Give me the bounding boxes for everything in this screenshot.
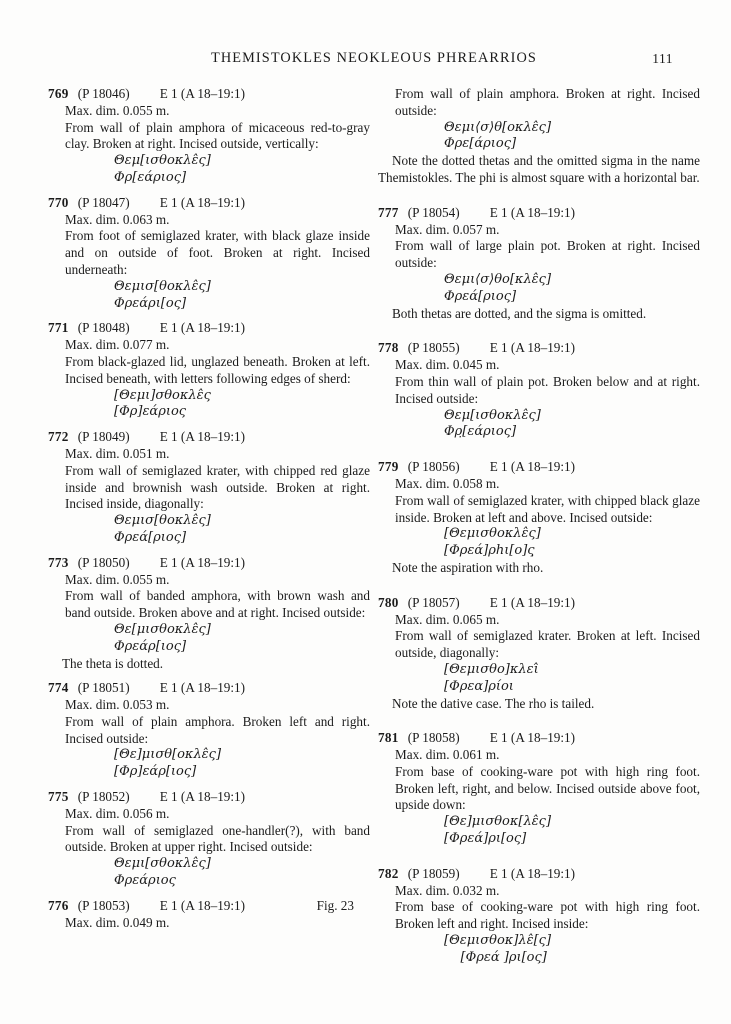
greek-inscription [114,856,370,890]
entry-heading [378,340,700,357]
greek-line: Φρεά[ριος] [114,529,187,545]
max-dim-line: Max. dim. 0.045 m. [395,357,500,373]
entry-heading [48,555,370,572]
greek-line: Θεμ[ισθοκλε̂ς] [444,407,541,423]
description-paragraph: From foot of semiglazed krater, with black glaze inside and on outside of foot. Broken at right. Incised underneath: [65,228,370,277]
deposit-ref: E 1 (A 18–19:1) [489,204,576,220]
greek-inscription [114,513,370,547]
greek-inscription [114,388,370,422]
page-number: 111 [652,51,673,66]
entry-heading [48,86,370,103]
entry-heading [378,595,700,612]
commentary-note: Note the aspiration with rho. [392,559,544,575]
description-paragraph: From wall of plain amphora of micaceous red-to-gray clay. Broken at right. Incised outside, vertically: [65,119,370,152]
max-dim-line: Max. dim. 0.049 m. [65,914,170,930]
greek-line: Φρ̣[εάριος] [444,424,517,440]
description-paragraph: From base of cooking-ware pot with high ring foot. Broken left and right. Incised inside: [395,899,700,932]
entry-number: 776 [48,897,69,913]
greek-line: Φρε[άριος] [444,136,517,152]
entry-number: 770 [48,194,69,210]
greek-line: [Θε]μισθ[οκλε̂ς] [114,747,222,763]
description-paragraph: From wall of banded amphora, with brown wash and band outside. Broken above and at right. Incised outside: [65,588,370,621]
max-dim-line: Max. dim. 0.053 m. [65,697,170,713]
entry-heading [48,680,370,697]
greek-line: [Θεμισθοκ]λε̂[ς] [444,933,552,949]
max-dim-line: Max. dim. 0.056 m. [65,805,170,821]
entry-number: 775 [48,789,69,805]
deposit-ref: E 1 (A 18–19:1) [159,680,246,696]
deposit-ref: E 1 (A 18–19:1) [159,194,246,210]
entry-heading [378,459,700,476]
inventory-number: (P 18051) [77,680,130,696]
greek-line: [Φρ]εάριος [114,404,187,420]
greek-line: Θεμι[σθοκλε̂ς] [114,856,211,872]
greek-line: [Θεμισθο]κλει̂ [444,661,539,677]
description-paragraph: From wall of large plain pot. Broken at right. Incised outside: [395,238,700,271]
description-paragraph: From wall of semiglazed one-handler(?), with band outside. Broken at upper right. Incised outside: [65,822,370,855]
inventory-number: (P 18055) [407,340,460,356]
max-dim-line: Max. dim. 0.032 m. [395,882,500,898]
greek-line: [Φρεά ]ρι[ος] [444,949,547,965]
max-dim-line: Max. dim. 0.057 m. [395,221,500,237]
greek-inscription [444,272,700,306]
deposit-ref: E 1 (A 18–19:1) [159,897,246,913]
deposit-ref: E 1 (A 18–19:1) [489,459,576,475]
column-left [48,86,370,967]
inventory-number: (P 18052) [77,789,130,805]
entry-number: 779 [378,459,399,475]
deposit-ref: E 1 (A 18–19:1) [159,789,246,805]
column-right [378,86,700,967]
inventory-number: (P 18057) [407,594,460,610]
description-paragraph: From wall of semiglazed krater. Broken at left. Incised outside, diagonally: [395,628,700,661]
entry-number: 772 [48,429,69,445]
figure-ref: Fig. 23 [316,897,354,913]
entry-number: 782 [378,865,399,881]
greek-line: Θεμισ[θοκλε̂ς] [114,513,211,529]
entry-number: 777 [378,204,399,220]
max-dim-line: Max. dim. 0.055 m. [65,571,170,587]
greek-inscription [444,933,700,967]
entry-number: 780 [378,594,399,610]
description-paragraph: From wall of semiglazed krater, with chipped black glaze inside. Broken at left and above. Incised outside: [395,492,700,525]
description-paragraph: From wall of semiglazed krater, with chipped red glaze inside and brownish wash outside. Broken at right. Incised inside, diagonally: [65,462,370,512]
greek-line: Θεμι⟨σ⟩θο[κλε̂ς] [444,271,552,287]
entry-number: 778 [378,340,399,356]
greek-line: Φρεάριος [114,873,176,889]
deposit-ref: E 1 (A 18–19:1) [159,320,246,336]
inventory-number: (P 18047) [77,194,130,210]
text-columns [48,86,700,967]
deposit-ref: E 1 (A 18–19:1) [159,554,246,570]
greek-line: [Φρεά]ρhι[ο]ς̣ [444,543,535,559]
greek-line: [Θεμισθοκλε̂ς] [444,526,541,542]
greek-inscription [444,408,700,442]
entry-heading [378,205,700,222]
inventory-number: (P 18059) [407,865,460,881]
greek-inscription [444,662,700,696]
commentary-note: Note the dotted thetas and the omitted sigma in the name Themistokles. The phi is almost square with a horizontal bar. [378,153,700,185]
entry-number: 774 [48,680,69,696]
greek-line: Φρ[εάριος] [114,169,187,185]
inventory-number: (P 18054) [407,204,460,220]
entry-heading [48,898,370,915]
commentary-note: Note the dative case. The rho is tailed. [392,695,595,711]
greek-inscription [444,814,700,848]
greek-inscription [444,120,700,154]
entry-number: 781 [378,730,399,746]
entry-heading [48,429,370,446]
entry-number: 773 [48,554,69,570]
greek-inscription [114,622,370,656]
greek-line: [Φρ]εάρ[ιος] [114,764,197,780]
commentary-note: Both thetas are dotted, and the sigma is omitted. [392,305,647,321]
greek-line: [Θεμι]σθοκλε̂ς [114,387,211,403]
inventory-number: (P 18050) [77,554,130,570]
greek-line: Θεμι⟨σ⟩θ[οκλε̂ς] [444,119,552,135]
commentary-note: The theta is dotted. [62,655,164,671]
inventory-number: (P 18046) [77,86,130,101]
greek-inscription [114,153,370,187]
description-paragraph: From black-glazed lid, unglazed beneath. Broken at left. Incised beneath, with letters following edges of sherd: [65,353,370,386]
deposit-ref: E 1 (A 18–19:1) [489,865,576,881]
greek-line: [Φρεά]ρι[ος] [444,831,527,847]
max-dim-line: Max. dim. 0.077 m. [65,337,170,353]
greek-line: Φρεά[ριος] [444,288,517,304]
inventory-number: (P 18049) [77,429,130,445]
entry-number: 771 [48,320,69,336]
entry-heading [48,195,370,212]
greek-inscription [114,747,370,781]
description-paragraph: From thin wall of plain pot. Broken below and at right. Incised outside: [395,373,700,406]
greek-line: [Φρεα]ρίοι [444,678,514,694]
deposit-ref: E 1 (A 18–19:1) [159,86,246,101]
inventory-number: (P 18056) [407,459,460,475]
deposit-ref: E 1 (A 18–19:1) [159,429,246,445]
description-paragraph: From wall of plain amphora. Broken left and right. Incised outside: [65,713,370,746]
page-header [48,50,700,70]
greek-line: Θεμ[ισθοκλε̂ς] [114,153,211,169]
entry-heading [378,730,700,747]
greek-line: [Θε]μισθοκ[λε̂ς] [444,814,552,830]
description-paragraph: From wall of plain amphora. Broken at right. Incised outside: [395,86,700,118]
entry-number: 769 [48,86,69,101]
greek-inscription [114,279,370,313]
greek-inscription [444,526,700,560]
page-title: THEMISTOKLES NEOKLEOUS PHREARRIOS [211,50,537,66]
deposit-ref: E 1 (A 18–19:1) [489,730,576,746]
max-dim-line: Max. dim. 0.061 m. [395,747,500,763]
entry-heading [48,789,370,806]
greek-line: Θεμισ[θοκλε̂ς] [114,278,211,294]
max-dim-line: Max. dim. 0.065 m. [395,611,500,627]
greek-line: Φρεάρι[ος] [114,295,187,311]
max-dim-line: Max. dim. 0.063 m. [65,211,170,227]
inventory-number: (P 18053) [77,897,130,913]
max-dim-line: Max. dim. 0.055 m. [65,102,170,118]
deposit-ref: E 1 (A 18–19:1) [489,340,576,356]
description-paragraph: From base of cooking-ware pot with high ring foot. Broken left, right, and below. Incised outside above foot, upside down: [395,763,700,813]
greek-line: Φρεάρ[ιος] [114,638,187,654]
greek-line: Θε[μισθοκλε̂ς] [114,621,211,637]
inventory-number: (P 18058) [407,730,460,746]
inventory-number: (P 18048) [77,320,130,336]
entry-heading [378,866,700,883]
deposit-ref: E 1 (A 18–19:1) [489,594,576,610]
max-dim-line: Max. dim. 0.058 m. [395,475,500,491]
entry-heading [48,320,370,337]
max-dim-line: Max. dim. 0.051 m. [65,445,170,461]
